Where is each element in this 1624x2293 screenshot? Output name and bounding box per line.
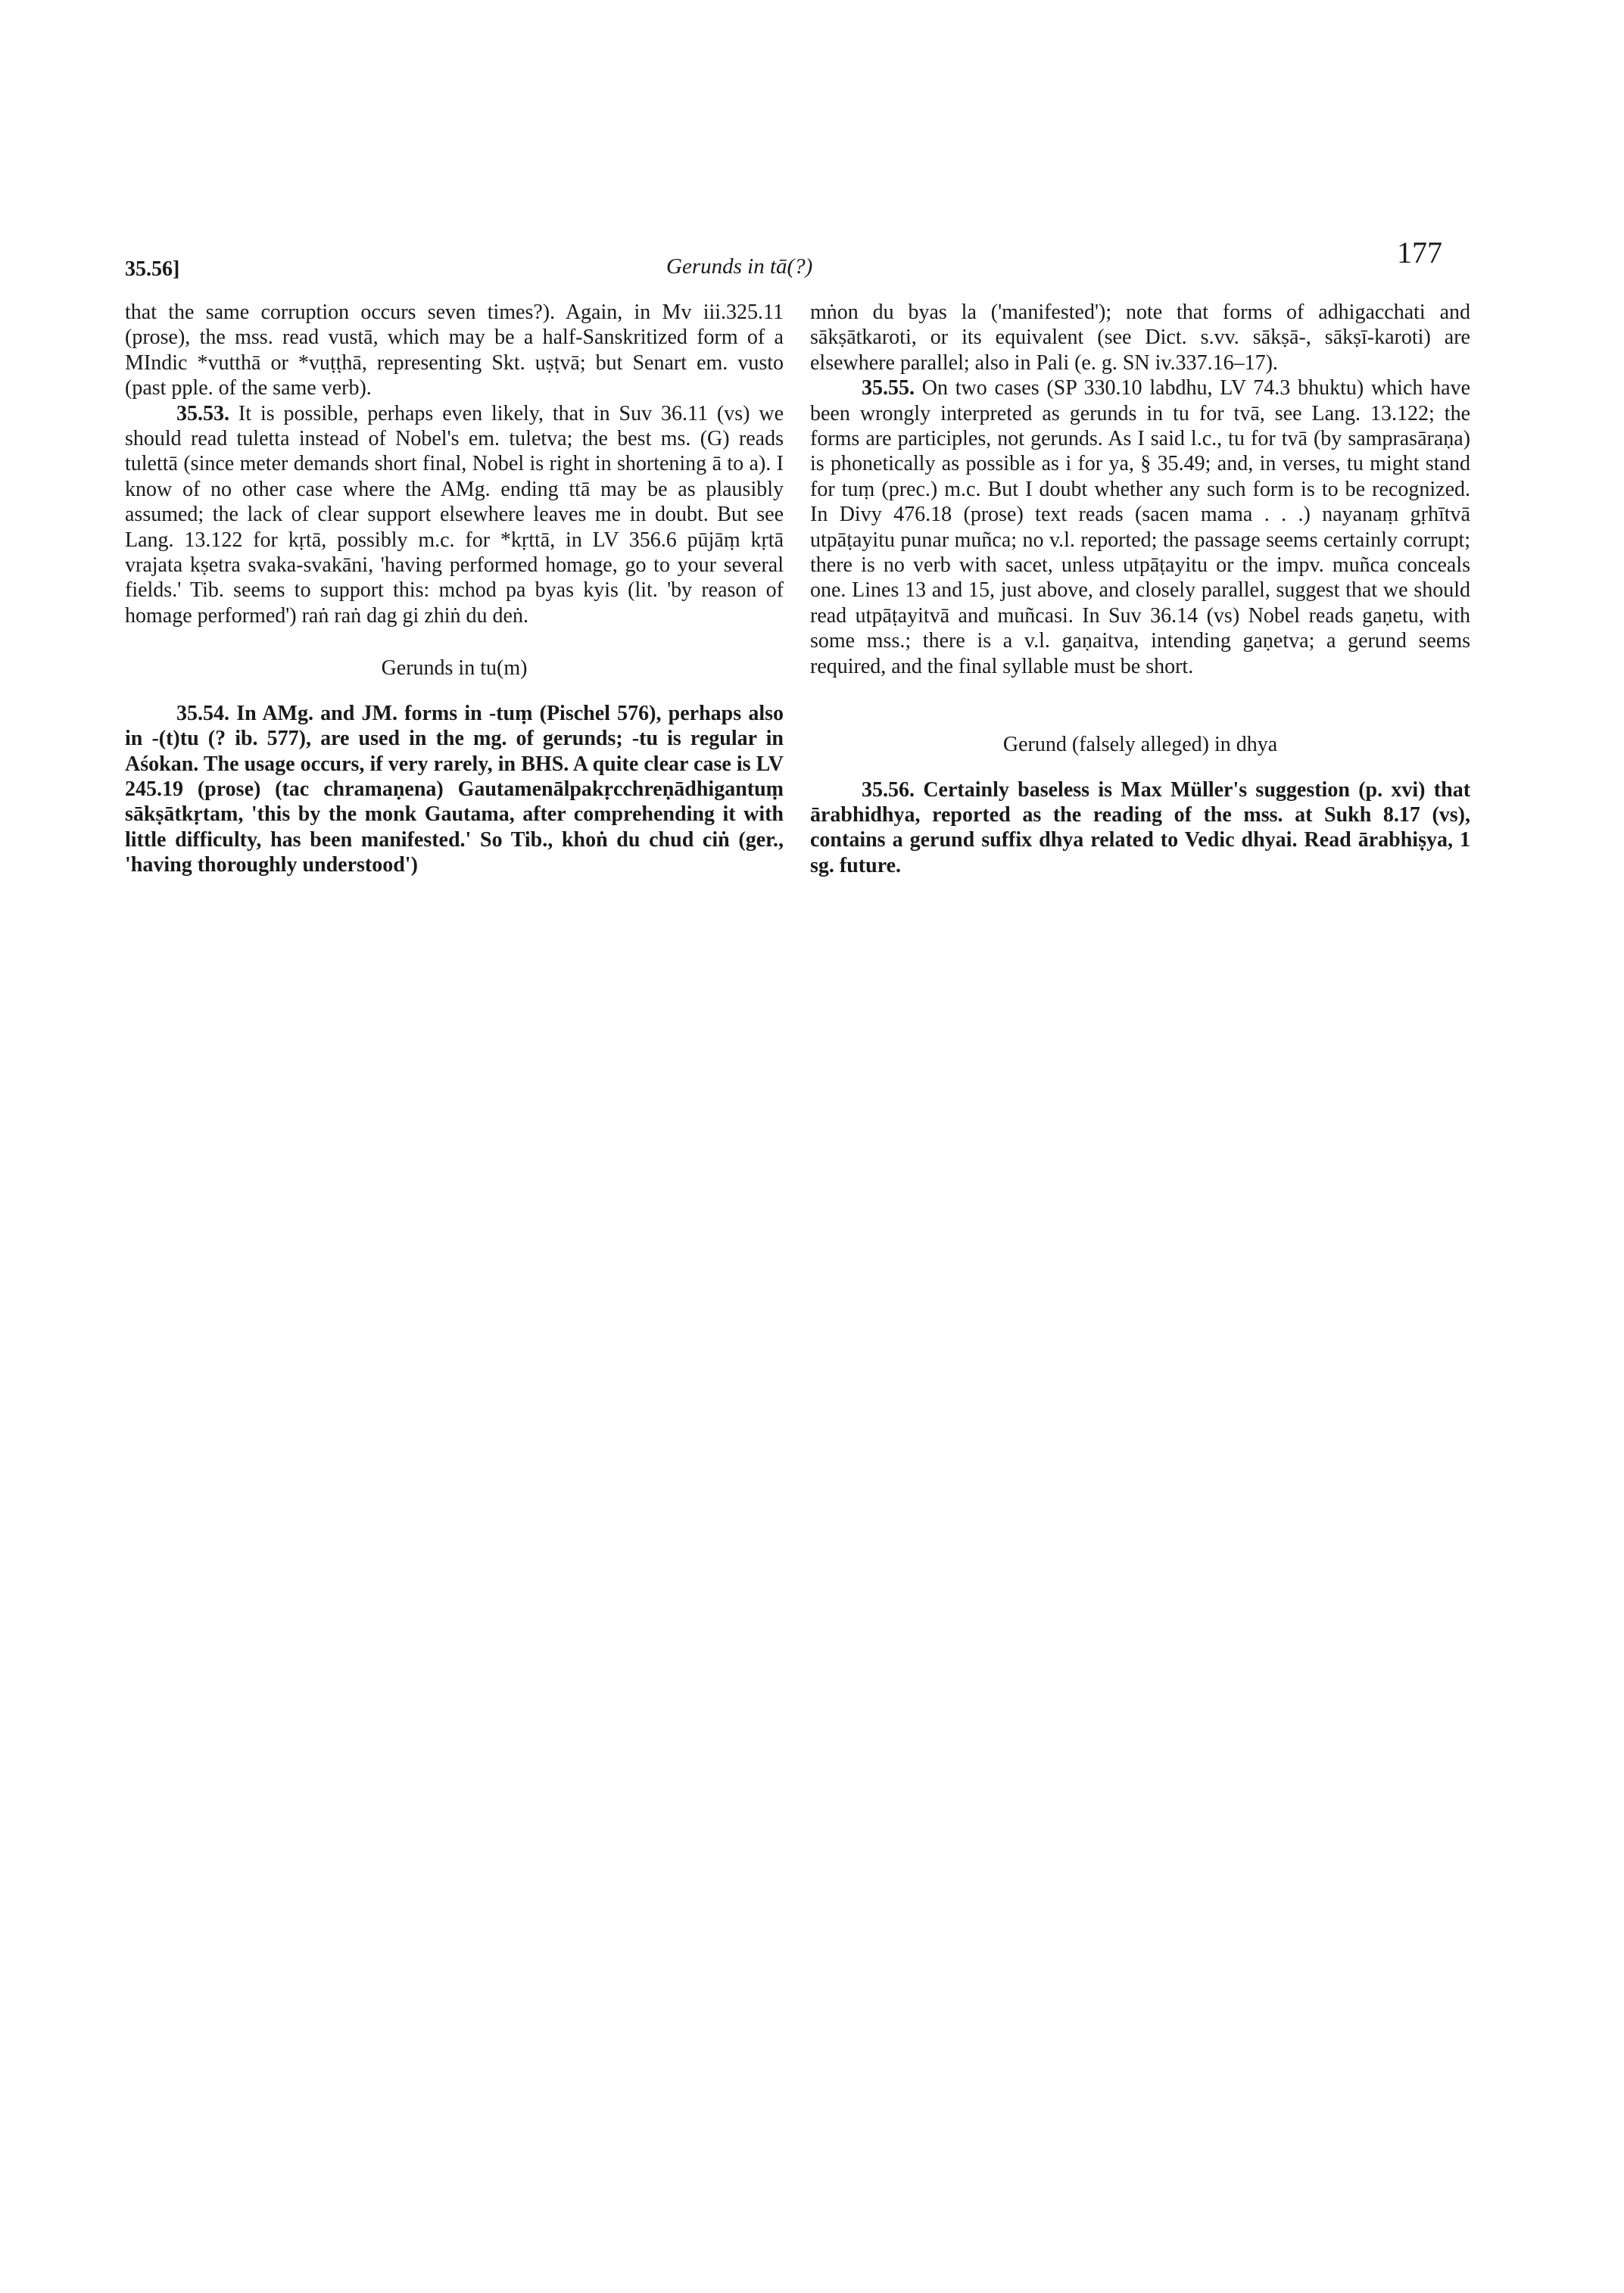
paragraph-continued: that the same corruption occurs seven times?). Again, in Mv iii.325.11 (prose), the mss. read vustā, which may be a half-Sanskritized form of a MIndic *vutthā or *vuṭṭhā, representing Skt. uṣṭvā; but Senart em. vusto (past pple. of the same verb). xyxy=(125,301,784,400)
paragraph-continued: mṅon du byas la ('manifested'); note that forms of adhigacchati and sākṣātkaroti, or its equivalent (see Dict. s.vv. sākṣā-, sākṣī-karoti) are elsewhere parallel; also in Pali (e. g. SN iv.337.16–17). xyxy=(810,301,1470,375)
paragraph-text: It is possible, perhaps even likely, that in Suv 36.11 (vs) we should read tuletta instead of Nobel's em. tuletva; the best ms. (G) reads tulettā (since meter demands short final, Nobel is right in shortening ā to a). I know of no other case where the AMg. ending ttā may be as plausibly assumed; the lack of clear support elsewhere leaves me in doubt. But see Lang. 13.122 for kṛtā, possibly m.c. for *kṛttā, in LV 356.6 pūjāṃ kṛtā vrajata kṣetra svaka-svakāni, 'having performed homage, go to your several fields.' Tib. seems to support this: mchod pa byas kyis (lit. 'by reason of homage performed') raṅ raṅ dag gi zhiṅ du deṅ. xyxy=(125,401,784,628)
paragraph-35-56 xyxy=(810,777,1470,879)
section-number: 35.56. xyxy=(862,777,915,802)
right-column xyxy=(810,300,1470,878)
section-number: 35.54. xyxy=(176,701,229,725)
page-number: 177 xyxy=(1397,235,1442,269)
section-number: 35.53. xyxy=(176,401,229,425)
section-heading-gerunds-in-tu: Gerunds in tu(m) xyxy=(381,656,528,681)
paragraph-text: On two cases (SP 330.10 labdhu, LV 74.3 bhuktu) which have been wrongly interpreted as gerunds in tu for tvā, see Lang. 13.122; the forms are participles, not gerunds. As I said l.c., tu for tvā (by samprasāraṇa) is phonetically as possible as i for ya, § 35.49; and, in verses, tu might stand for tuṃ (prec.) m.c. But I doubt whether any such form is to be recognized. In Divy 476.18 (prose) text reads (sacen mama . . .) nayanaṃ gṛhītvā utpāṭayitu punar muñca; no v.l. reported; the passage seems certainly corrupt; there is no verb with sacet, unless utpāṭayitu or the impv. muñca conceals one. Lines 13 and 15, just above, and closely parallel, suggest that we should read utpāṭayitvā and muñcasi. In Suv 36.14 (vs) Nobel reads gaṇetu, with some mss.; there is a v.l. gaṇaitva, intending gaṇetva; a gerund seems required, and the final syllable must be short. xyxy=(810,376,1470,678)
paragraph-text: Certainly baseless is Max Müller's suggestion (p. xvi) that ārabhidhya, reported as the reading of the mss. at Sukh 8.17 (vs), contains a gerund suffix dhya related to Vedic dhyai. Read ārabhiṣya, 1 sg. future. xyxy=(810,777,1471,877)
section-heading-gerund-in-dhya: Gerund (falsely alleged) in dhya xyxy=(1002,733,1278,757)
paragraph-35-53 xyxy=(125,401,784,629)
paragraph-35-55 xyxy=(810,375,1470,679)
left-column xyxy=(125,300,784,878)
paragraph-35-54 xyxy=(125,701,784,878)
section-reference: 35.56] xyxy=(125,257,180,281)
page-header xyxy=(0,227,1624,288)
running-title: Gerunds in tā(?) xyxy=(666,254,813,279)
paragraph-text: In AMg. and JM. forms in -tuṃ (Pischel 576), perhaps also in -(t)tu (? ib. 577), are used in the mg. of gerunds; -tu is regular in Aśokan. The usage occurs, if very rarely, in BHS. A quite clear case is LV 245.19 (prose) (tac chramaṇena) Gautamenālpakṛcchreṇādhigantuṃ sākṣātkṛtam, 'this by the monk Gautama, after comprehending it with little difficulty, has been manifested.' So Tib., khoṅ du chud ciṅ (ger., 'having thoroughly understood') xyxy=(125,701,784,877)
section-number: 35.55. xyxy=(862,376,915,400)
